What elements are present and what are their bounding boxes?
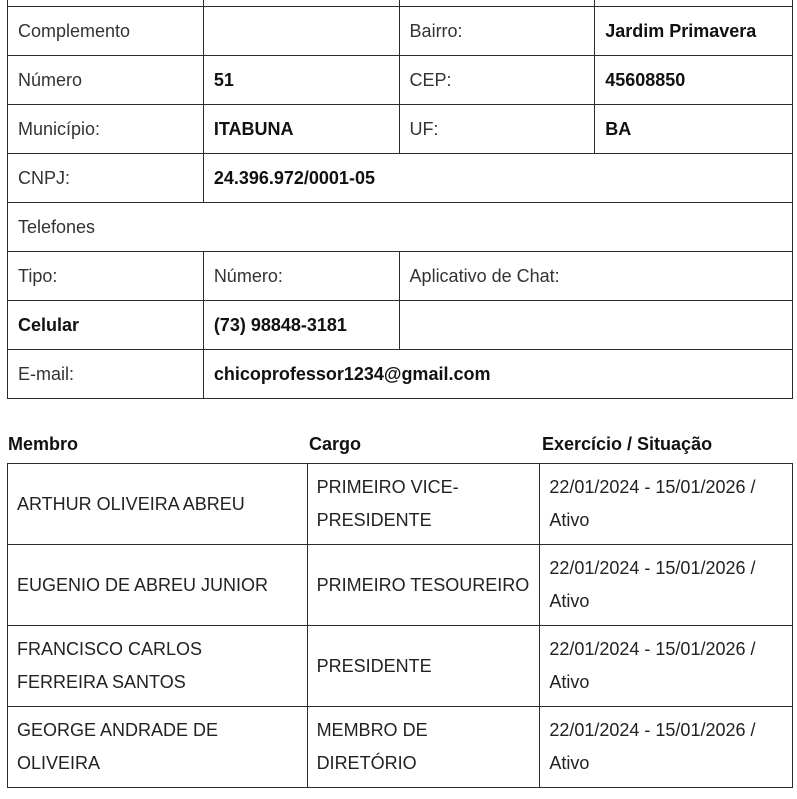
- member-exercicio: 22/01/2024 - 15/01/2026 / Ativo: [540, 545, 793, 626]
- table-row: [8, 626, 793, 707]
- member-exercicio: 22/01/2024 - 15/01/2026 / Ativo: [540, 464, 793, 545]
- table-row: [8, 105, 793, 154]
- member-name: GEORGE ANDRADE DE OLIVEIRA: [8, 707, 308, 788]
- telefone-numero-value: (73) 98848-3181: [203, 301, 399, 350]
- member-cargo: MEMBRO DE DIRETÓRIO: [307, 707, 540, 788]
- member-cargo: PRIMEIRO VICE-PRESIDENTE: [307, 464, 540, 545]
- table-row: [8, 301, 793, 350]
- tipo-label: Tipo:: [8, 252, 204, 301]
- table-row: [8, 154, 793, 203]
- aplicativo-chat-label: Aplicativo de Chat:: [399, 252, 792, 301]
- complemento-label: Complemento: [8, 7, 204, 56]
- member-name: EUGENIO DE ABREU JUNIOR: [8, 545, 308, 626]
- membro-header: Membro: [8, 434, 79, 454]
- member-name: FRANCISCO CARLOS FERREIRA SANTOS: [8, 626, 308, 707]
- info-table: [7, 0, 793, 399]
- telefone-app-value: [399, 301, 792, 350]
- municipio-label: Município:: [8, 105, 204, 154]
- email-value: chicoprofessor1234@gmail.com: [203, 350, 792, 399]
- table-row: [8, 350, 793, 399]
- uf-label: UF:: [399, 105, 595, 154]
- table-row: [8, 203, 793, 252]
- numero-telefone-label: Número:: [203, 252, 399, 301]
- member-exercicio: 22/01/2024 - 15/01/2026 / Ativo: [540, 626, 793, 707]
- municipio-value: ITABUNA: [203, 105, 399, 154]
- complemento-value: [203, 7, 399, 56]
- table-row: [8, 7, 793, 56]
- bairro-label: Bairro:: [399, 7, 595, 56]
- member-cargo: PRESIDENTE: [307, 626, 540, 707]
- table-row: [8, 252, 793, 301]
- member-cargo: PRIMEIRO TESOUREIRO: [307, 545, 540, 626]
- uf-value: BA: [595, 105, 793, 154]
- table-row: [8, 545, 793, 626]
- table-row: [8, 707, 793, 788]
- members-table: [7, 463, 793, 788]
- numero-value: 51: [203, 56, 399, 105]
- cargo-header: Cargo: [309, 434, 362, 454]
- table-row: [8, 56, 793, 105]
- cep-value: 45608850: [595, 56, 793, 105]
- cnpj-value: 24.396.972/0001-05: [203, 154, 792, 203]
- exercicio-header: Exercício / Situação: [542, 434, 713, 454]
- member-exercicio: 22/01/2024 - 15/01/2026 / Ativo: [540, 707, 793, 788]
- email-label: E-mail:: [8, 350, 204, 399]
- numero-label: Número: [8, 56, 204, 105]
- cep-label: CEP:: [399, 56, 595, 105]
- table-row: [8, 464, 793, 545]
- telefones-label: Telefones: [8, 203, 793, 252]
- cnpj-label: CNPJ:: [8, 154, 204, 203]
- member-name: ARTHUR OLIVEIRA ABREU: [8, 464, 308, 545]
- members-header: [8, 434, 794, 458]
- bairro-value: Jardim Primavera: [595, 7, 793, 56]
- telefone-tipo-value: Celular: [8, 301, 204, 350]
